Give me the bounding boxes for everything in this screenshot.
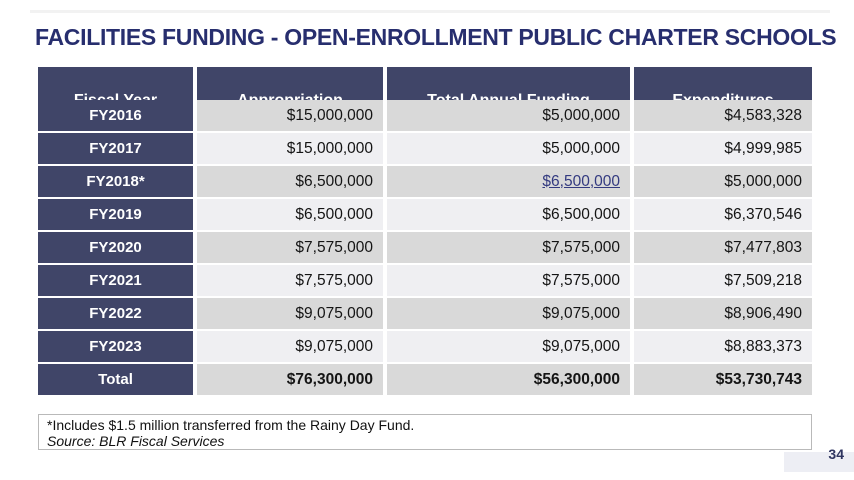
total-annual-funding-cell: $9,075,000 bbox=[387, 298, 630, 329]
footnote-rainy-day: *Includes $1.5 million transferred from the Rainy Day Fund. bbox=[47, 417, 415, 433]
page-number: 34 bbox=[828, 446, 844, 462]
expenditures-cell: $5,000,000 bbox=[634, 166, 812, 197]
expenditures-cell: $7,509,218 bbox=[634, 265, 812, 296]
footnote-source: Source: BLR Fiscal Services bbox=[47, 433, 225, 449]
fiscal-year-cell: FY2022 bbox=[38, 298, 193, 329]
slide-title: FACILITIES FUNDING - OPEN-ENROLLMENT PUBLIC CHARTER SCHOOLS bbox=[35, 24, 837, 50]
total-annual-funding-cell: $5,000,000 bbox=[387, 133, 630, 164]
appropriation-cell: $76,300,000 bbox=[197, 364, 383, 395]
appropriation-cell: $9,075,000 bbox=[197, 331, 383, 362]
appropriation-cell: $7,575,000 bbox=[197, 232, 383, 263]
fiscal-year-cell: FY2018* bbox=[38, 166, 193, 197]
total-annual-funding-cell: $9,075,000 bbox=[387, 331, 630, 362]
funding-hyperlink-cell bbox=[387, 166, 630, 197]
expenditures-cell: $53,730,743 bbox=[634, 364, 812, 395]
fiscal-year-cell: FY2020 bbox=[38, 232, 193, 263]
footnote-box bbox=[38, 414, 812, 450]
fiscal-year-cell: FY2019 bbox=[38, 199, 193, 230]
expenditures-cell: $4,999,985 bbox=[634, 133, 812, 164]
fiscal-year-cell: FY2023 bbox=[38, 331, 193, 362]
total-annual-funding-cell: $5,000,000 bbox=[387, 100, 630, 131]
expenditures-cell: $7,477,803 bbox=[634, 232, 812, 263]
appropriation-cell: $9,075,000 bbox=[197, 298, 383, 329]
appropriation-cell: $15,000,000 bbox=[197, 100, 383, 131]
appropriation-cell: $15,000,000 bbox=[197, 133, 383, 164]
appropriation-cell: $6,500,000 bbox=[197, 166, 383, 197]
total-annual-funding-cell: $7,575,000 bbox=[387, 265, 630, 296]
funding-hyperlink[interactable]: $6,500,000 bbox=[542, 172, 620, 190]
expenditures-cell: $6,370,546 bbox=[634, 199, 812, 230]
expenditures-cell: $8,906,490 bbox=[634, 298, 812, 329]
fiscal-year-cell: FY2016 bbox=[38, 100, 193, 131]
appropriation-cell: $7,575,000 bbox=[197, 265, 383, 296]
fiscal-year-cell: FY2021 bbox=[38, 265, 193, 296]
total-annual-funding-cell: $7,575,000 bbox=[387, 232, 630, 263]
total-annual-funding-cell: $56,300,000 bbox=[387, 364, 630, 395]
total-row-label: Total bbox=[38, 364, 193, 395]
expenditures-cell: $4,583,328 bbox=[634, 100, 812, 131]
slide-top-edge-streak bbox=[30, 10, 830, 13]
fiscal-year-cell: FY2017 bbox=[38, 133, 193, 164]
appropriation-cell: $6,500,000 bbox=[197, 199, 383, 230]
expenditures-cell: $8,883,373 bbox=[634, 331, 812, 362]
total-annual-funding-cell: $6,500,000 bbox=[387, 199, 630, 230]
funding-table bbox=[38, 67, 812, 395]
